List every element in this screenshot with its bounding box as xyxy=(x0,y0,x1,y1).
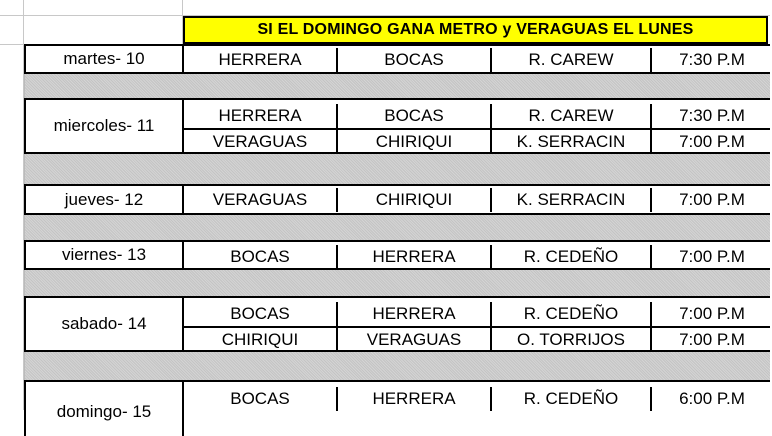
day-cell[interactable]: domingo- 15 xyxy=(26,382,184,436)
game-row xyxy=(184,104,770,128)
venue-cell[interactable]: R. CAREW xyxy=(492,48,652,72)
game-row xyxy=(184,302,770,326)
separator-row xyxy=(24,154,770,184)
day-block xyxy=(24,44,770,74)
separator-row xyxy=(24,74,770,98)
venue-cell[interactable]: R. CEDEÑO xyxy=(492,302,652,326)
separator-row xyxy=(24,215,770,240)
day-block xyxy=(24,380,770,436)
away-team-cell[interactable]: HERRERA xyxy=(338,387,492,411)
game-row xyxy=(184,387,770,411)
home-team-cell[interactable]: VERAGUAS xyxy=(184,188,338,212)
away-team-cell[interactable]: HERRERA xyxy=(338,302,492,326)
day-block xyxy=(24,296,770,352)
home-team-cell[interactable]: HERRERA xyxy=(184,48,338,72)
time-cell[interactable]: 7:00 P.M xyxy=(679,330,745,349)
home-team-cell[interactable]: BOCAS xyxy=(184,387,338,411)
day-cell[interactable]: viernes- 13 xyxy=(26,242,184,268)
game-row xyxy=(184,48,770,72)
day-block xyxy=(24,98,770,154)
away-team-cell[interactable]: BOCAS xyxy=(338,48,492,72)
home-team-cell[interactable]: VERAGUAS xyxy=(184,130,338,154)
time-cell[interactable]: 7:00 P.M xyxy=(679,190,745,209)
time-cell[interactable]: 7:00 P.M xyxy=(679,304,745,323)
day-cell[interactable]: jueves- 12 xyxy=(26,186,184,213)
venue-cell[interactable]: O. TORRIJOS xyxy=(492,328,652,352)
schedule-banner[interactable]: SI EL DOMINGO GANA METRO y VERAGUAS EL LUNES xyxy=(183,16,768,44)
home-team-cell[interactable]: BOCAS xyxy=(184,302,338,326)
time-cell[interactable]: 7:00 P.M xyxy=(679,247,745,266)
day-block xyxy=(24,184,770,215)
time-cell[interactable]: 7:30 P.M xyxy=(679,50,745,69)
day-cell[interactable]: martes- 10 xyxy=(26,46,184,72)
away-team-cell[interactable]: CHIRIQUI xyxy=(338,130,492,154)
game-row xyxy=(184,326,770,352)
separator-row xyxy=(24,352,770,380)
day-cell[interactable]: sabado- 14 xyxy=(26,298,184,350)
time-cell[interactable]: 7:00 P.M xyxy=(679,132,745,151)
game-row xyxy=(184,128,770,154)
time-cell[interactable]: 7:30 P.M xyxy=(679,106,745,125)
game-row xyxy=(184,188,770,212)
schedule-table xyxy=(24,44,770,421)
away-team-cell[interactable]: HERRERA xyxy=(338,245,492,269)
venue-cell[interactable]: R. CAREW xyxy=(492,104,652,128)
venue-cell[interactable]: K. SERRACIN xyxy=(492,130,652,154)
away-team-cell[interactable]: VERAGUAS xyxy=(338,328,492,352)
venue-cell[interactable]: R. CEDEÑO xyxy=(492,387,652,411)
day-cell[interactable]: miercoles- 11 xyxy=(26,100,184,152)
venue-cell[interactable]: K. SERRACIN xyxy=(492,188,652,212)
day-block xyxy=(24,240,770,270)
away-team-cell[interactable]: BOCAS xyxy=(338,104,492,128)
home-team-cell[interactable]: CHIRIQUI xyxy=(184,328,338,352)
away-team-cell[interactable]: CHIRIQUI xyxy=(338,188,492,212)
home-team-cell[interactable]: HERRERA xyxy=(184,104,338,128)
home-team-cell[interactable]: BOCAS xyxy=(184,245,338,269)
separator-row xyxy=(24,270,770,296)
time-cell[interactable]: 6:00 P.M xyxy=(679,389,745,408)
venue-cell[interactable]: R. CEDEÑO xyxy=(492,245,652,269)
game-row xyxy=(184,245,770,269)
